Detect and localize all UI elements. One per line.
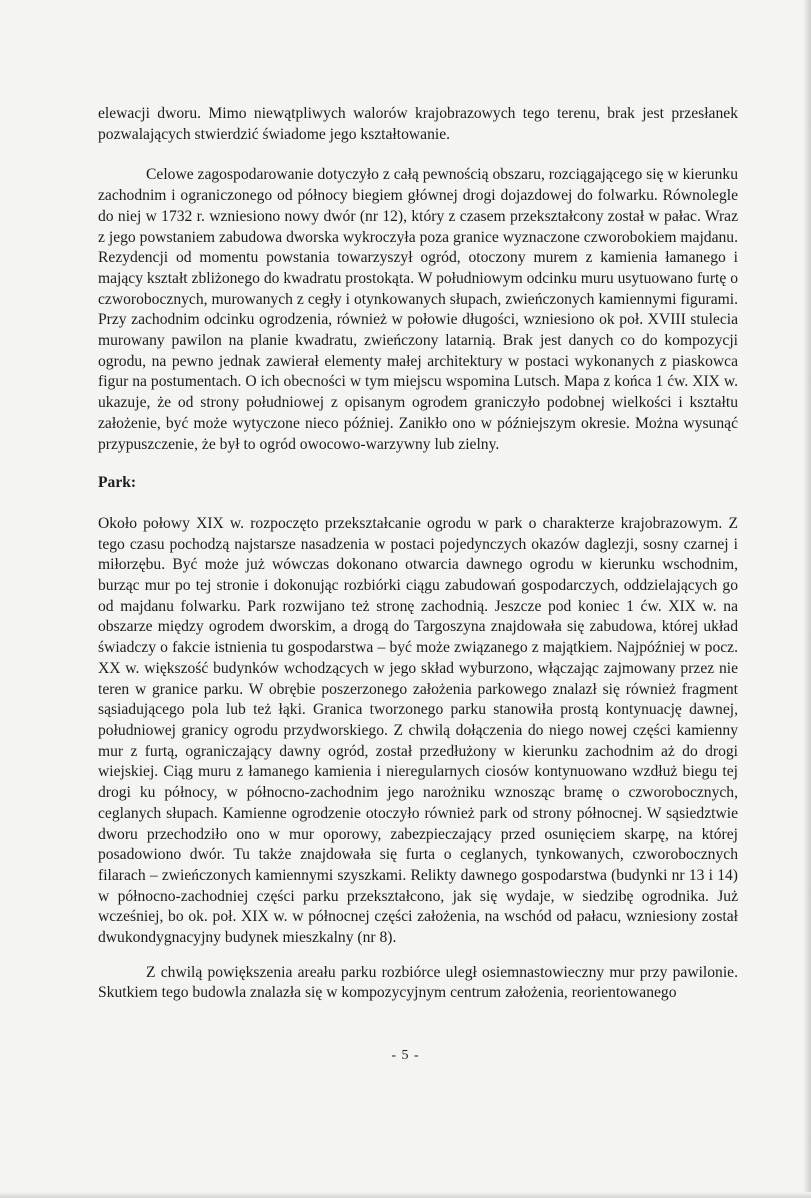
section-heading-park: Park: — [98, 474, 137, 492]
paragraph-continuation: elewacji dworu. Mimo niewątpliwych walorów krajobrazowych tego terenu, brak jest przesłanek pozwalających stwierdzić świadome jego kształtowanie. — [98, 105, 738, 143]
document-body — [98, 104, 738, 1004]
page-number: - 5 - — [391, 1048, 420, 1063]
paragraph-expansion: Z chwilą powiększenia areału parku rozbiórce uległ osiemnastowieczny mur przy pawilonie. Skutkiem tego budowla znalazła się w kompozycyjnym centrum założenia, reorientowanego — [98, 963, 738, 1002]
page-edge-shadow-bottom — [0, 1192, 811, 1198]
paragraph-park: Około połowy XIX w. rozpoczęto przekształcanie ogrodu w park o charakterze krajobrazowym. Z tego czasu pochodzą najstarsze nasadzenia w postaci pojedynczych okazów daglezji, sosny czarnej i miłorzębu. Być może już wówczas dokonano otwarcia dawnego ogrodu w kierunku wschodnim, burząc mur po tej stronie i dokonując rozbiórki ciągu zabudowań gospodarczych, oddzielających go od majdanu folwarku. Park rozwijano też stronę zachodnią. Jeszcze pod koniec 1 ćw. XIX w. na obszarze między ogrodem dworskim, a drogą do Targoszyna znajdowała się zabudowa, której układ świadczy o fakcie istnienia tu gospodarstwa – być może związanego z majątkiem. Najpóźniej w pocz. XX w. większość budynków wchodzących w jego skład wyburzono, włączając zajmowany przez nie teren w granice parku. W obrębie poszerzonego założenia parkowego znalazł się również fragment sąsiadującego pola lub też łąki. Granica tworzonego parku stanowiła prostą kontynuację dawnej, południowej granicy ogrodu przydworskiego. Z chwilą dołączenia do niego nowej części kamienny mur z furtą, ograniczający dawny ogród, został przedłużony w kierunku zachodnim aż do drogi wiejskiej. Ciąg muru z łamanego kamienia i nieregularnych ciosów kontynuowano wzdłuż biegu tej drogi ku północy, w północno-zachodnim jego narożniku wznosząc bramę o czworobocznych, ceglanych słupach. Kamienne ogrodzenie otoczyło również park od strony północnej. W sąsiedztwie dworu przechodziło ono w mur oporowy, zabezpieczający przed osunięciem skarpę, na której posadowiono dwór. Tu także znajdowała się furta o ceglanych, tynkowanych, czworobocznych filarach – zwieńczonych kamiennymi szyszkami. Relikty dawnego gospodarstwa (budynki nr 13 i 14) w północno-zachodniej części parku przekształcono, jak się wydaje, w siedzibę ogrodnika. Już wcześniej, bo ok. poł. XIX w. w północnej części założenia, na wschód od pałacu, wzniesiony został dwukondygnacyjny budynek mieszkalny (nr 8). — [98, 514, 738, 947]
page-edge-shadow-right — [803, 0, 811, 1198]
paragraph-garden: Celowe zagospodarowanie dotyczyło z całą pewnością obszaru, rozciągającego się w kierunku zachodnim i ograniczonego od północy biegiem głównej drogi dojazdowej do folwarku. Równolegle do niej w 1732 r. wzniesiono nowy dwór (nr 12), który z czasem przekształcony został w pałac. Wraz z jego powstaniem zabudowa dworska wykroczyła poza granice wyznaczone czworobokiem majdanu. Rezydencji od momentu powstania towarzyszył ogród, otoczony murem z kamienia łamanego i mający kształt zbliżonego do kwadratu prostokąta. W południowym odcinku muru usytuowano furtę o czworobocznych, murowanych z cegły i otynkowanych słupach, zwieńczonych kamiennymi figurami. Przy zachodnim odcinku ogrodzenia, również w połowie długości, wzniesiono ok poł. XVIII stulecia murowany pawilon na planie kwadratu, zwieńczony latarnią. Brak jest danych co do kompozycji ogrodu, na pewno jednak zawierał elementy małej architektury w postaci wykonanych z piaskowca figur na postumentach. O ich obecności w tym miejscu wspomina Lutsch. Mapa z końca 1 ćw. XIX w. ukazuje, że od strony południowej z opisanym ogrodem graniczyło podobnej wielkości i kształtu założenie, być może wytyczone nieco później. Zanikło ono w późniejszym okresie. Można wysunąć przypuszczenie, że był to ogród owocowo-warzywny lub zielny. — [98, 166, 738, 453]
